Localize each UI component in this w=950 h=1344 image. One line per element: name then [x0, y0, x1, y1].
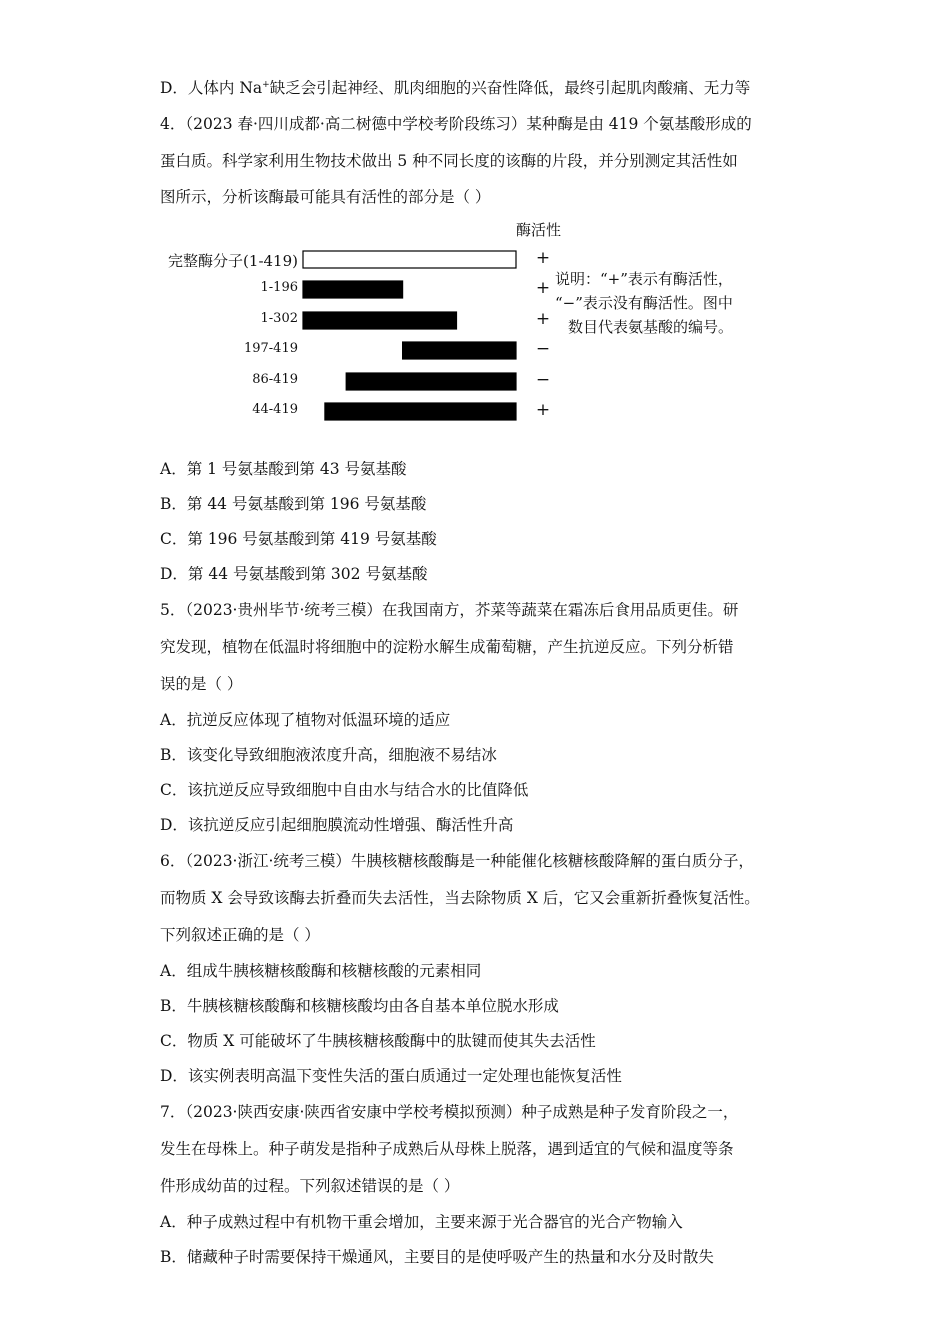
q6-stem-line-1: 6．（2023·浙江·统考三模）牛胰核糖核酸酶是一种能催化核糖核酸降解的蛋白质分子，	[160, 852, 754, 870]
q3-option-d-sup: +	[262, 79, 270, 90]
q5-option-d: D．该抗逆反应引起细胞膜流动性增强、酶活性升高	[160, 816, 514, 834]
figure-note-line-2: “−”表示没有酶活性。图中	[555, 294, 733, 312]
fragment-bar-1-302	[303, 312, 457, 329]
enzyme-fragment-figure	[150, 212, 810, 427]
q5-option-b: B．该变化导致细胞液浓度升高，细胞液不易结冰	[160, 746, 497, 764]
activity-sign-86-419: −	[535, 370, 551, 390]
q5-stem-line-2: 究发现，植物在低温时将细胞中的淀粉水解生成葡萄糖，产生抗逆反应。下列分析错	[160, 638, 734, 656]
q7-option-a: A．种子成熟过程中有机物干重会增加，主要来源于光合器官的光合产物输入	[160, 1213, 683, 1231]
q3-option-d-text-rest: 缺乏会引起神经、肌肉细胞的兴奋性降低，最终引起肌肉酸痛、无力等	[269, 79, 751, 97]
q5-option-a: A．抗逆反应体现了植物对低温环境的适应	[160, 711, 451, 729]
q6-option-b: B．牛胰核糖核酸酶和核糖核酸均由各自基本单位脱水形成	[160, 997, 559, 1015]
row-label-1-302: 1-302	[260, 311, 298, 326]
q7-stem-line-3: 件形成幼苗的过程。下列叙述错误的是（ ）	[160, 1177, 460, 1195]
q5-option-c: C．该抗逆反应导致细胞中自由水与结合水的比值降低	[160, 781, 529, 799]
q4-option-a: A．第 1 号氨基酸到第 43 号氨基酸	[160, 460, 407, 478]
fragment-bar-197-419	[403, 342, 516, 359]
q4-option-c: C．第 196 号氨基酸到第 419 号氨基酸	[160, 530, 437, 548]
row-label-44-419: 44-419	[252, 402, 298, 417]
q4-option-b: B．第 44 号氨基酸到第 196 号氨基酸	[160, 495, 427, 513]
q5-stem-line-3: 误的是（ ）	[160, 675, 243, 693]
figure-note-line-1: 说明：“+”表示有酶活性，	[555, 270, 733, 288]
q4-stem-line-1: 4．（2023 春·四川成都·高二树德中学校考阶段练习）某种酶是由 419 个氨基酸形成的	[160, 115, 752, 133]
row-label-86-419: 86-419	[252, 372, 298, 387]
q3-option-d-text: D．人体内 Na	[160, 79, 263, 97]
fragment-bar-44-419	[325, 403, 516, 420]
q7-stem-line-1: 7．（2023·陕西安康·陕西省安康中学校考模拟预测）种子成熟是种子发育阶段之一，	[160, 1103, 739, 1121]
q3-option-d	[160, 78, 800, 98]
activity-sign-1-196: +	[535, 278, 551, 298]
row-label-197-419: 197-419	[243, 341, 298, 356]
q6-option-a: A．组成牛胰核糖核酸酶和核糖核酸的元素相同	[160, 962, 482, 980]
activity-sign-44-419: +	[535, 400, 551, 420]
activity-sign-197-419: −	[535, 339, 551, 359]
figure-note-line-3: 数目代表氨基酸的编号。	[568, 318, 734, 336]
q5-stem-line-1: 5．（2023·贵州毕节·统考三模）在我国南方，芥菜等蔬菜在霜冻后食用品质更佳。研	[160, 601, 739, 619]
row-label-1-196: 1-196	[260, 280, 298, 295]
q6-option-c: C．物质 X 可能破坏了牛胰核糖核酸酶中的肽键而使其失去活性	[160, 1032, 596, 1050]
activity-sign-full: +	[535, 248, 551, 268]
q4-stem-line-3: 图所示，分析该酶最可能具有活性的部分是（ ）	[160, 188, 491, 206]
activity-sign-1-302: +	[535, 309, 551, 329]
q6-stem-line-2: 而物质 X 会导致该酶去折叠而失去活性，当去除物质 X 后，它又会重新折叠恢复活性。	[160, 889, 760, 907]
q4-stem-line-2: 蛋白质。科学家利用生物技术做出 5 种不同长度的该酶的片段，并分别测定其活性如	[160, 152, 738, 170]
q6-option-d: D．该实例表明高温下变性失活的蛋白质通过一定处理也能恢复活性	[160, 1067, 622, 1085]
q7-stem-line-2: 发生在母株上。种子萌发是指种子成熟后从母株上脱落，遇到适宜的气候和温度等条	[160, 1140, 734, 1158]
row-label-full: 完整酶分子(1-419)	[168, 252, 298, 270]
q6-stem-line-3: 下列叙述正确的是（ ）	[160, 926, 320, 944]
fragment-bar-1-196	[303, 281, 403, 298]
fragment-bar-86-419	[346, 373, 516, 390]
q7-option-b: B．储藏种子时需要保持干燥通风，主要目的是使呼吸产生的热量和水分及时散失	[160, 1248, 714, 1266]
q4-option-d: D．第 44 号氨基酸到第 302 号氨基酸	[160, 565, 428, 583]
figure-activity-header: 酶活性	[516, 221, 562, 239]
fragment-bar-1-419	[303, 251, 516, 268]
